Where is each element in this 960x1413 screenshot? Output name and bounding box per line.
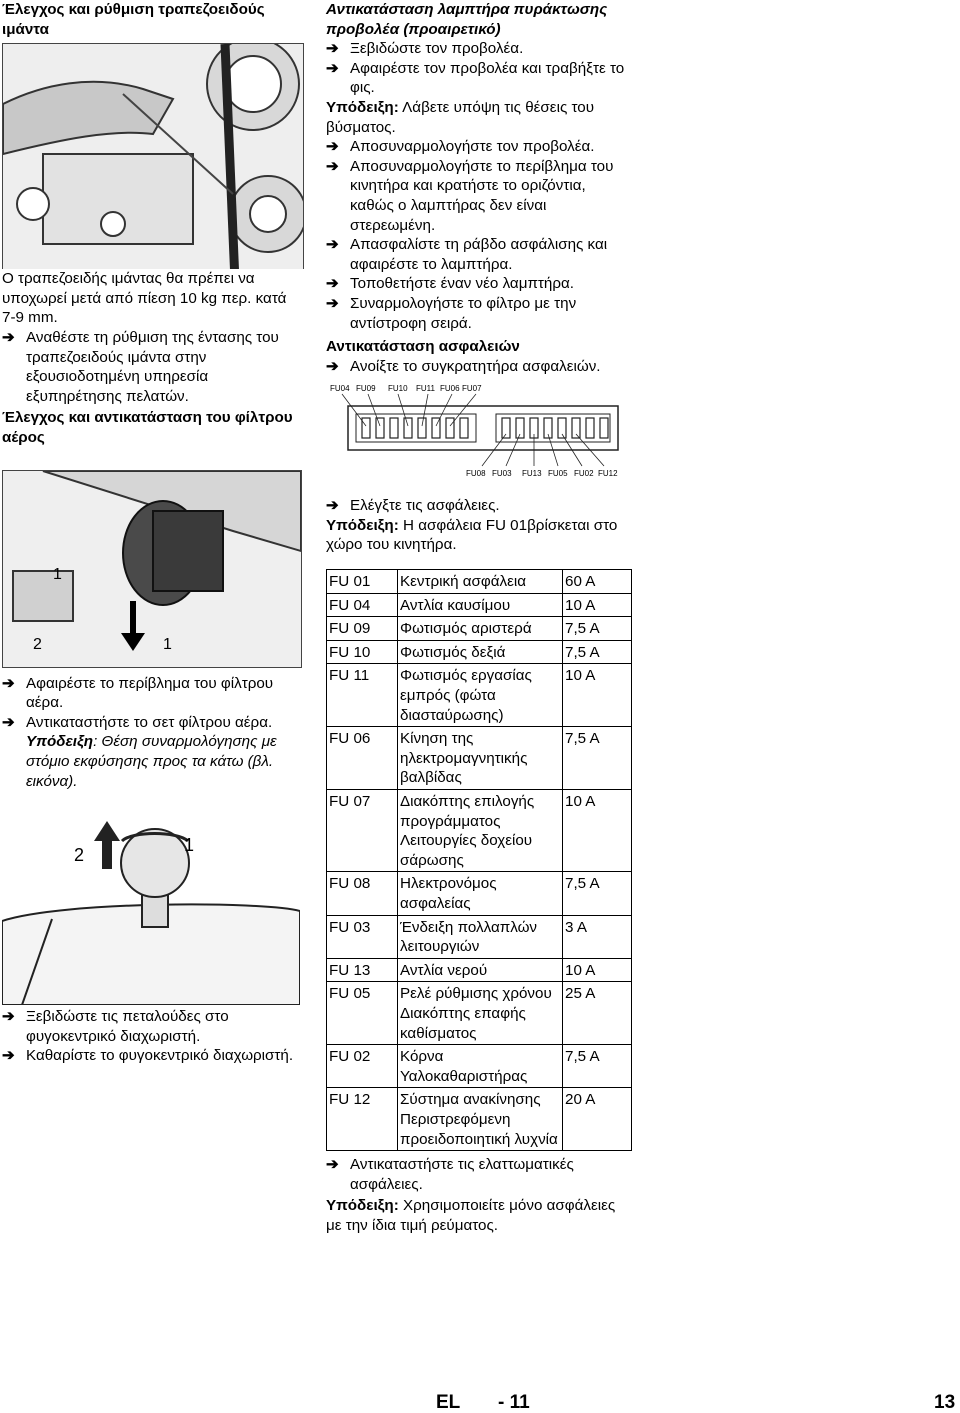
fuse-rating-cell: 7,5 A bbox=[563, 617, 632, 641]
separator-step-1-text: Ξεβιδώστε τις πεταλούδες στο φυγοκεντρικό διαχωριστή. bbox=[26, 1008, 229, 1045]
fuse-id-cell: FU 10 bbox=[327, 640, 398, 664]
heading-belt-check: Έλεγχος και ρύθμιση τραπεζοειδούς ιμάντα bbox=[2, 1, 265, 38]
fuse-table-row bbox=[327, 640, 632, 664]
fuse-rating-cell: 25 A bbox=[563, 982, 632, 1045]
fuse-function-cell: Φωτισμός αριστερά bbox=[398, 617, 563, 641]
fuse-table-row bbox=[327, 1088, 632, 1151]
heading-fuse-replace: Αντικατάσταση ασφαλειών bbox=[326, 338, 520, 356]
arrow-icon: ➔ bbox=[326, 1156, 339, 1174]
fuse-table-row bbox=[327, 593, 632, 617]
filter-hint-text: : Θέση συναρμολόγησης με στόμιο εκφύσησης προς τα κάτω (βλ. εικόνα). bbox=[26, 733, 277, 790]
lamp-step-text: Αφαιρέστε τον προβολέα και τραβήξτε το φις. bbox=[350, 59, 625, 97]
arrow-icon: ➔ bbox=[326, 59, 339, 77]
fuse-function-cell: Ρελέ ρύθμισης χρόνου Διακόπτης επαφής καθίσματος bbox=[398, 982, 563, 1045]
separator-step-1 bbox=[2, 1007, 304, 1046]
fuse-id-cell: FU 08 bbox=[327, 872, 398, 915]
fuse-label-top: FU04 bbox=[330, 384, 350, 394]
lamp-step bbox=[326, 59, 632, 98]
filter-step-1 bbox=[2, 674, 304, 713]
fuse-table-row bbox=[327, 982, 632, 1045]
fuse-rating-cell: 7,5 A bbox=[563, 1045, 632, 1088]
fuse-id-cell: FU 12 bbox=[327, 1088, 398, 1151]
fuse-rating-cell: 7,5 A bbox=[563, 872, 632, 915]
fuse-step-check bbox=[326, 496, 632, 516]
fuse-label-bottom: FU03 bbox=[492, 469, 512, 479]
filter-step-2-text: Αντικαταστήστε το σετ φίλτρου αέρα. bbox=[26, 713, 273, 731]
fuse-rating-cell: 10 A bbox=[563, 790, 632, 872]
fuse-step-open-text: Ανοίξτε το συγκρατητήρα ασφαλειών. bbox=[350, 357, 601, 375]
fuse-rating-cell: 10 A bbox=[563, 664, 632, 727]
fuse-table-row bbox=[327, 958, 632, 982]
fuse-hint-2-text: Χρησιμοποιείτε μόνο ασφάλειες με την ίδια τιμή ρεύματος. bbox=[326, 1197, 616, 1234]
lamp-steps-b bbox=[326, 137, 632, 333]
fuse-id-cell: FU 11 bbox=[327, 664, 398, 727]
fuse-hint-2-label: Υπόδειξη: bbox=[326, 1197, 399, 1215]
lamp-step-text: Συναρμολογήστε το φίλτρο με την αντίστροφη σειρά. bbox=[350, 294, 577, 332]
fuse-id-cell: FU 07 bbox=[327, 790, 398, 872]
arrow-icon: ➔ bbox=[326, 236, 339, 254]
lamp-step bbox=[326, 294, 632, 333]
fig2-label-1: 1 bbox=[53, 565, 62, 583]
fuse-rating-cell: 7,5 A bbox=[563, 727, 632, 790]
lamp-step bbox=[326, 274, 632, 294]
arrow-icon: ➔ bbox=[2, 674, 15, 692]
lamp-step-text: Τοποθετήστε έναν νέο λαμπτήρα. bbox=[350, 275, 575, 293]
fuse-label-bottom: FU08 bbox=[466, 469, 486, 479]
arrow-icon: ➔ bbox=[326, 294, 339, 312]
fuse-id-cell: FU 03 bbox=[327, 915, 398, 958]
fuse-id-cell: FU 13 bbox=[327, 958, 398, 982]
arrow-icon: ➔ bbox=[2, 1008, 15, 1026]
heading-filter-check: Έλεγχος και αντικατάσταση του φίλτρου αέρος bbox=[2, 409, 293, 446]
filter-step-1-text: Αφαιρέστε το περίβλημα του φίλτρου αέρα. bbox=[26, 674, 274, 712]
fig2-label-2: 2 bbox=[33, 635, 42, 653]
separator-step-2-text: Καθαρίστε το φυγοκεντρικό διαχωριστή. bbox=[26, 1047, 294, 1065]
filter-hint-label: Υπόδειξη bbox=[26, 733, 94, 751]
figure-air-filter bbox=[2, 470, 302, 668]
fuse-rating-cell: 3 A bbox=[563, 915, 632, 958]
arrow-icon: ➔ bbox=[2, 713, 15, 731]
fuse-label-bottom: FU13 bbox=[522, 469, 542, 479]
fuse-hint-2 bbox=[326, 1196, 632, 1235]
lamp-hint-text: Λάβετε υπόψη τις θέσεις του βύσματος. bbox=[326, 98, 595, 136]
fuse-step-check-text: Ελέγξτε τις ασφάλειες. bbox=[350, 497, 500, 515]
lamp-hint bbox=[326, 98, 632, 137]
lamp-step bbox=[326, 39, 632, 59]
fuse-id-cell: FU 06 bbox=[327, 727, 398, 790]
fuse-label-top: FU11 bbox=[416, 384, 435, 394]
fuse-function-cell: Κεντρική ασφάλεια bbox=[398, 570, 563, 594]
arrow-icon: ➔ bbox=[326, 157, 339, 175]
fuse-table-row bbox=[327, 617, 632, 641]
figure-engine-belt bbox=[2, 43, 304, 283]
fuse-label-top: FU07 bbox=[462, 384, 482, 394]
fuse-hint-1-text: Η ασφάλεια FU 01βρίσκεται στο χώρο του κινητήρα. bbox=[326, 516, 618, 554]
footer-page-number: 13 bbox=[934, 1392, 956, 1413]
heading-lamp-replace: Αντικατάσταση λαμπτήρα πυράκτωσης προβολέα (προαιρετικό) bbox=[326, 1, 608, 38]
fuse-label-bottom: FU02 bbox=[574, 469, 594, 479]
fuse-table-row bbox=[327, 664, 632, 727]
fuse-id-cell: FU 01 bbox=[327, 570, 398, 594]
arrow-icon: ➔ bbox=[326, 497, 339, 515]
filter-step-2 bbox=[2, 713, 304, 733]
footer-page-ref: - 11 bbox=[498, 1392, 530, 1413]
fuse-table bbox=[326, 569, 632, 1151]
belt-step bbox=[2, 328, 304, 406]
fuse-rating-cell: 10 A bbox=[563, 593, 632, 617]
fuse-function-cell: Σύστημα ανακίνησης Περιστρεφόμενη προειδοποιητική λυχνία bbox=[398, 1088, 563, 1151]
fuse-step-open bbox=[326, 357, 632, 377]
lamp-step bbox=[326, 157, 632, 235]
fig2-label-3: 1 bbox=[163, 635, 172, 653]
fuse-function-cell: Κόρνα Υαλοκαθαριστήρας bbox=[398, 1045, 563, 1088]
fuse-table-row bbox=[327, 1045, 632, 1088]
fuse-label-top: FU10 bbox=[388, 384, 408, 394]
lamp-steps-a bbox=[326, 39, 632, 98]
arrow-icon: ➔ bbox=[326, 275, 339, 293]
fuse-function-cell: Αντλία νερού bbox=[398, 958, 563, 982]
fuse-rating-cell: 10 A bbox=[563, 958, 632, 982]
fuse-label-top: FU09 bbox=[356, 384, 376, 394]
filter-hint bbox=[2, 732, 304, 791]
footer-lang: EL bbox=[436, 1392, 461, 1413]
fuse-function-cell: Κίνηση της ηλεκτρομαγνητικής βαλβίδας bbox=[398, 727, 563, 790]
lamp-step-text: Ξεβιδώστε τον προβολέα. bbox=[350, 40, 524, 58]
fuse-rating-cell: 60 A bbox=[563, 570, 632, 594]
left-column bbox=[2, 0, 304, 1066]
arrow-icon: ➔ bbox=[2, 1047, 15, 1065]
fuse-function-cell: Διακόπτης επιλογής προγράμματος Λειτουργίες δοχείου σάρωσης bbox=[398, 790, 563, 872]
separator-step-2 bbox=[2, 1046, 304, 1066]
right-column bbox=[326, 0, 632, 1235]
fuse-function-cell: Αντλία καυσίμου bbox=[398, 593, 563, 617]
lamp-step-text: Απασφαλίστε τη ράβδο ασφάλισης και αφαιρέστε το λαμπτήρα. bbox=[350, 236, 608, 273]
fuse-hint-1 bbox=[326, 516, 632, 555]
fuse-rating-cell: 7,5 A bbox=[563, 640, 632, 664]
fuse-hint-1-label: Υπόδειξη: bbox=[326, 516, 399, 534]
fuse-function-cell: Ένδειξη πολλαπλών λειτουργιών bbox=[398, 915, 563, 958]
lamp-hint-label: Υπόδειξη: bbox=[326, 98, 399, 116]
belt-note: Ο τραπεζοειδής ιμάντας θα πρέπει να υποχωρεί μετά από πίεση 10 kg περ. κατά 7-9 mm. bbox=[2, 269, 304, 328]
fuse-table-row bbox=[327, 872, 632, 915]
fuse-table-row bbox=[327, 570, 632, 594]
lamp-step bbox=[326, 235, 632, 274]
figure-fuse-holder bbox=[326, 382, 626, 482]
fuse-label-top: FU06 bbox=[440, 384, 460, 394]
fuse-function-cell: Φωτισμός δεξιά bbox=[398, 640, 563, 664]
arrow-icon: ➔ bbox=[326, 138, 339, 156]
fuse-table-row bbox=[327, 790, 632, 872]
lamp-step-text: Αποσυναρμολογήστε τον προβολέα. bbox=[350, 138, 595, 156]
lamp-step-text: Αποσυναρμολογήστε το περίβλημα του κινητήρα και κρατήστε το οριζόντια, καθώς ο λαμπτήρας δεν είναι στερεωμένη. bbox=[350, 157, 614, 234]
fig3-label-2: 2 bbox=[74, 845, 85, 866]
arrow-icon: ➔ bbox=[326, 357, 339, 375]
arrow-icon: ➔ bbox=[326, 40, 339, 58]
fig3-label-1: 1 bbox=[184, 835, 195, 856]
fuse-table-row bbox=[327, 915, 632, 958]
fuse-step-replace-text: Αντικαταστήστε τις ελαττωματικές ασφάλειες. bbox=[350, 1156, 574, 1193]
fuse-id-cell: FU 05 bbox=[327, 982, 398, 1045]
belt-step-text: Αναθέστε τη ρύθμιση της έντασης του τραπεζοειδούς ιμάντα στην εξουσιοδοτημένη υπηρεσία εξυπηρέτησης πελατών. bbox=[26, 328, 279, 405]
fuse-id-cell: FU 04 bbox=[327, 593, 398, 617]
fuse-label-bottom: FU05 bbox=[548, 469, 568, 479]
fuse-id-cell: FU 09 bbox=[327, 617, 398, 641]
fuse-table-row bbox=[327, 727, 632, 790]
fuse-label-bottom: FU12 bbox=[598, 469, 618, 479]
arrow-icon: ➔ bbox=[2, 328, 15, 346]
fuse-rating-cell: 20 A bbox=[563, 1088, 632, 1151]
lamp-step bbox=[326, 137, 632, 157]
fuse-id-cell: FU 02 bbox=[327, 1045, 398, 1088]
fuse-step-replace bbox=[326, 1155, 632, 1194]
figure-separator bbox=[2, 811, 300, 1005]
fuse-function-cell: Ηλεκτρονόμος ασφαλείας bbox=[398, 872, 563, 915]
fuse-function-cell: Φωτισμός εργασίας εμπρός (φώτα διασταύρωσης) bbox=[398, 664, 563, 727]
